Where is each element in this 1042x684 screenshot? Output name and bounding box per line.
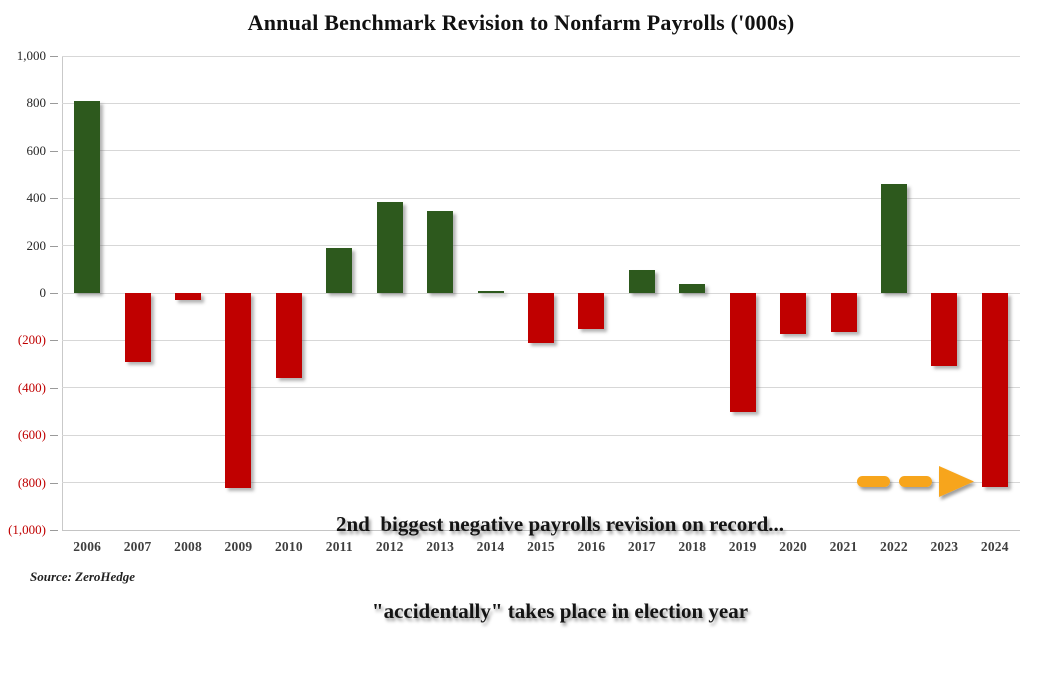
x-axis-label: 2014 xyxy=(476,539,505,554)
y-axis-tick xyxy=(50,56,58,57)
bar-2007 xyxy=(125,293,151,362)
y-axis-label: 200 xyxy=(26,237,46,253)
gridline xyxy=(62,245,1020,246)
source-credit: Source: ZeroHedge xyxy=(30,569,136,584)
bar-2016 xyxy=(578,293,604,329)
x-axis-label: 2008 xyxy=(174,539,202,554)
bar-2010 xyxy=(276,293,302,378)
bar-2008 xyxy=(175,293,201,300)
x-axis-label: 2010 xyxy=(274,539,303,554)
x-axis-label: 2006 xyxy=(73,539,102,554)
y-axis-tick xyxy=(50,293,58,294)
x-axis-label: 2013 xyxy=(426,539,455,554)
bar-2021 xyxy=(831,293,857,332)
x-axis-label: 2022 xyxy=(880,539,908,554)
bar-2012 xyxy=(377,202,403,293)
bar-2013 xyxy=(427,211,453,293)
y-axis-label: 1,000 xyxy=(16,48,46,63)
y-axis-label: 600 xyxy=(26,142,46,158)
bar-2023 xyxy=(931,293,957,366)
y-axis-label: 800 xyxy=(26,95,46,111)
y-axis-label: (200) xyxy=(17,332,46,348)
y-axis-tick xyxy=(50,246,58,247)
gridline xyxy=(62,150,1020,151)
bar-2014 xyxy=(478,291,504,293)
x-axis-label: 2019 xyxy=(728,539,757,554)
gridline xyxy=(62,103,1020,104)
gridline xyxy=(62,56,1020,57)
x-axis-label: 2017 xyxy=(627,539,656,554)
bar-2018 xyxy=(679,284,705,293)
x-axis-label: 2016 xyxy=(577,539,606,554)
x-axis-label: 2012 xyxy=(375,539,404,554)
bar-2009 xyxy=(225,293,251,488)
x-axis-label: 2024 xyxy=(980,539,1009,554)
bar-2024 xyxy=(982,293,1008,487)
bar-2017 xyxy=(629,270,655,293)
bar-2006 xyxy=(74,101,100,293)
dashed-arrow-icon xyxy=(853,462,981,506)
y-axis-label: (600) xyxy=(17,427,46,443)
bar-2022 xyxy=(881,184,907,293)
y-axis-tick xyxy=(50,530,58,531)
bar-2015 xyxy=(528,293,554,343)
x-axis-label: 2007 xyxy=(123,539,152,554)
y-axis-tick xyxy=(50,435,58,436)
y-axis-tick xyxy=(50,483,58,484)
x-axis-label: 2018 xyxy=(678,539,707,554)
y-axis-tick xyxy=(50,340,58,341)
annotation-callout xyxy=(250,452,870,684)
bar-2019 xyxy=(730,293,756,412)
x-axis-label: 2011 xyxy=(325,539,353,554)
y-axis-label: (1,000) xyxy=(8,522,46,537)
y-axis-label: 0 xyxy=(39,285,46,300)
y-axis-label: (400) xyxy=(17,379,46,395)
x-axis-label: 2020 xyxy=(779,539,807,554)
y-axis-tick xyxy=(50,198,58,199)
x-axis-label: 2009 xyxy=(224,539,253,554)
y-axis-tick xyxy=(50,151,58,152)
annotation-line-2: "accidentally" takes place in election year xyxy=(371,598,749,623)
bar-2011 xyxy=(326,248,352,293)
y-axis-tick xyxy=(50,388,58,389)
y-axis-tick xyxy=(50,103,58,104)
x-axis-label: 2021 xyxy=(829,539,858,554)
chart-title: Annual Benchmark Revision to Nonfarm Payrolls ('000s) xyxy=(247,10,795,35)
gridline xyxy=(62,387,1020,388)
bar-2020 xyxy=(780,293,806,334)
y-axis-label: (800) xyxy=(17,474,46,490)
y-axis-label: 400 xyxy=(26,190,46,206)
x-axis-label: 2023 xyxy=(930,539,959,554)
gridline xyxy=(62,198,1020,199)
x-axis-label: 2015 xyxy=(527,539,555,554)
gridline xyxy=(62,435,1020,436)
annotation-line-1: 2nd biggest negative payrolls revision on record... xyxy=(335,511,784,536)
